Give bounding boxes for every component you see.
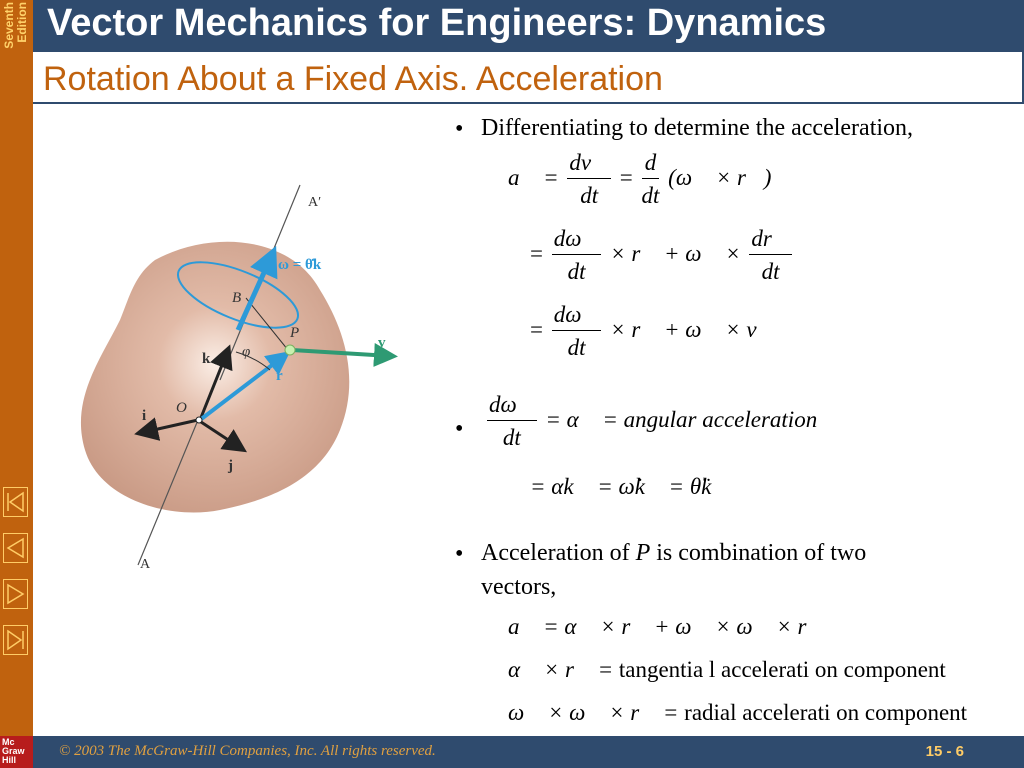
sidebar (0, 0, 33, 768)
previous-slide-button[interactable] (3, 533, 28, 563)
equation-3 (530, 302, 775, 361)
subtitle-bar (33, 50, 1024, 104)
publisher-logo: Mc Graw Hill (0, 736, 33, 768)
label-O: O (176, 400, 187, 416)
next-slide-icon (4, 580, 27, 608)
page-subtitle: Rotation About a Fixed Axis. Acceleration (43, 60, 663, 98)
eq3-rest: × r⃗ + ω⃗ × v⃗ (610, 316, 775, 342)
equation-1 (508, 150, 771, 209)
equation-2 (530, 226, 795, 285)
eq2-pre: = (530, 240, 543, 266)
label-A-prime: A′ (308, 195, 322, 210)
rigid-body-shape (81, 242, 349, 513)
edition-line-1: Seventh (2, 2, 16, 49)
label-phi: φ (242, 344, 251, 360)
bullet3-text-c: vectors, (481, 574, 557, 600)
eq1-lhs: a⃗ = (508, 164, 559, 190)
eq7-lhs: α⃗ × r⃗ = (508, 657, 614, 682)
bullet-marker-3: • (455, 541, 464, 567)
eq4-frac-1 (487, 392, 537, 451)
rigid-body-diagram (60, 180, 420, 570)
label-r: r (276, 368, 283, 384)
equation-8 (508, 700, 967, 726)
eq1-frac-1 (567, 150, 611, 209)
last-slide-button[interactable] (3, 625, 28, 655)
label-v: v (378, 335, 386, 351)
eq2-den-1: dt (567, 259, 586, 284)
first-slide-icon (4, 488, 27, 516)
label-omega: ω = θ̇k (278, 257, 322, 273)
bullet3-text-a: Acceleration of (481, 540, 636, 566)
label-j: j (228, 458, 233, 474)
eq2-mid: × r⃗ + ω⃗ × (610, 240, 741, 266)
bullet-text-3 (481, 536, 866, 604)
label-k: k (202, 351, 211, 367)
page-title: Vector Mechanics for Engineers: Dynamics (47, 2, 827, 44)
bullet-marker-2: • (455, 416, 464, 442)
label-i: i (142, 408, 147, 424)
label-B: B (232, 290, 242, 306)
eq1-num-1: dv⃗ (567, 150, 611, 179)
eq7-rhs: tangentia l accelerati on component (618, 657, 946, 682)
eq1-den-2: dt (641, 183, 660, 208)
bullet3-text-b: is combination of two (650, 540, 867, 566)
eq2-frac-1 (552, 226, 602, 285)
eq1-frac-2 (642, 150, 660, 209)
label-A: A (140, 557, 151, 570)
point-P (285, 345, 295, 355)
eq2-frac-2 (749, 226, 791, 285)
last-slide-icon (4, 626, 27, 654)
edition-line-2: Edition (15, 2, 29, 43)
slide-number: 15 - 6 (925, 743, 964, 760)
eq2-num-1: dω⃗ (552, 226, 602, 255)
eq3-pre: = (530, 316, 543, 342)
equation-6: a⃗ = α⃗ × r⃗ + ω⃗ × ω⃗ × r⃗ (508, 614, 825, 639)
origin-O (196, 417, 202, 423)
eq3-num-1: dω⃗ (552, 302, 602, 331)
eq8-rhs: radial accelerati on component (684, 700, 968, 725)
eq2-num-2: dr⃗ (749, 226, 791, 255)
first-slide-button[interactable] (3, 487, 28, 517)
equation-7 (508, 657, 946, 683)
eq1-rest: (ω⃗ × r⃗) (668, 164, 772, 190)
next-slide-button[interactable] (3, 579, 28, 609)
eq1-den-1: dt (580, 183, 599, 208)
eq4-rest: = α⃗ = angular acceleration (545, 406, 818, 432)
eq4-den-1: dt (502, 425, 521, 450)
previous-slide-icon (4, 534, 27, 562)
eq3-frac-1 (552, 302, 602, 361)
label-P: P (290, 325, 300, 341)
footer-bar (33, 736, 1024, 768)
copyright-text: © 2003 The McGraw-Hill Companies, Inc. All rights reserved. (59, 743, 436, 759)
bullet-text-1: Differentiating to determine the acceleration, (481, 115, 914, 141)
eq2-den-2: dt (761, 259, 780, 284)
eq3-den-1: dt (567, 335, 586, 360)
header-bar (33, 0, 1024, 50)
eq1-num-2: d (642, 150, 660, 179)
bullet-marker-1: • (455, 116, 464, 142)
eq8-lhs: ω⃗ × ω⃗ × r⃗ = (508, 700, 679, 725)
bullet3-point-P: P (635, 540, 651, 566)
eq4-num-1: dω⃗ (487, 392, 537, 421)
eq1-equals: = (619, 164, 633, 190)
equation-4 (484, 392, 817, 451)
equation-5: = αk⃗ = ω̇k⃗ = θ̈k⃗ (530, 474, 730, 499)
